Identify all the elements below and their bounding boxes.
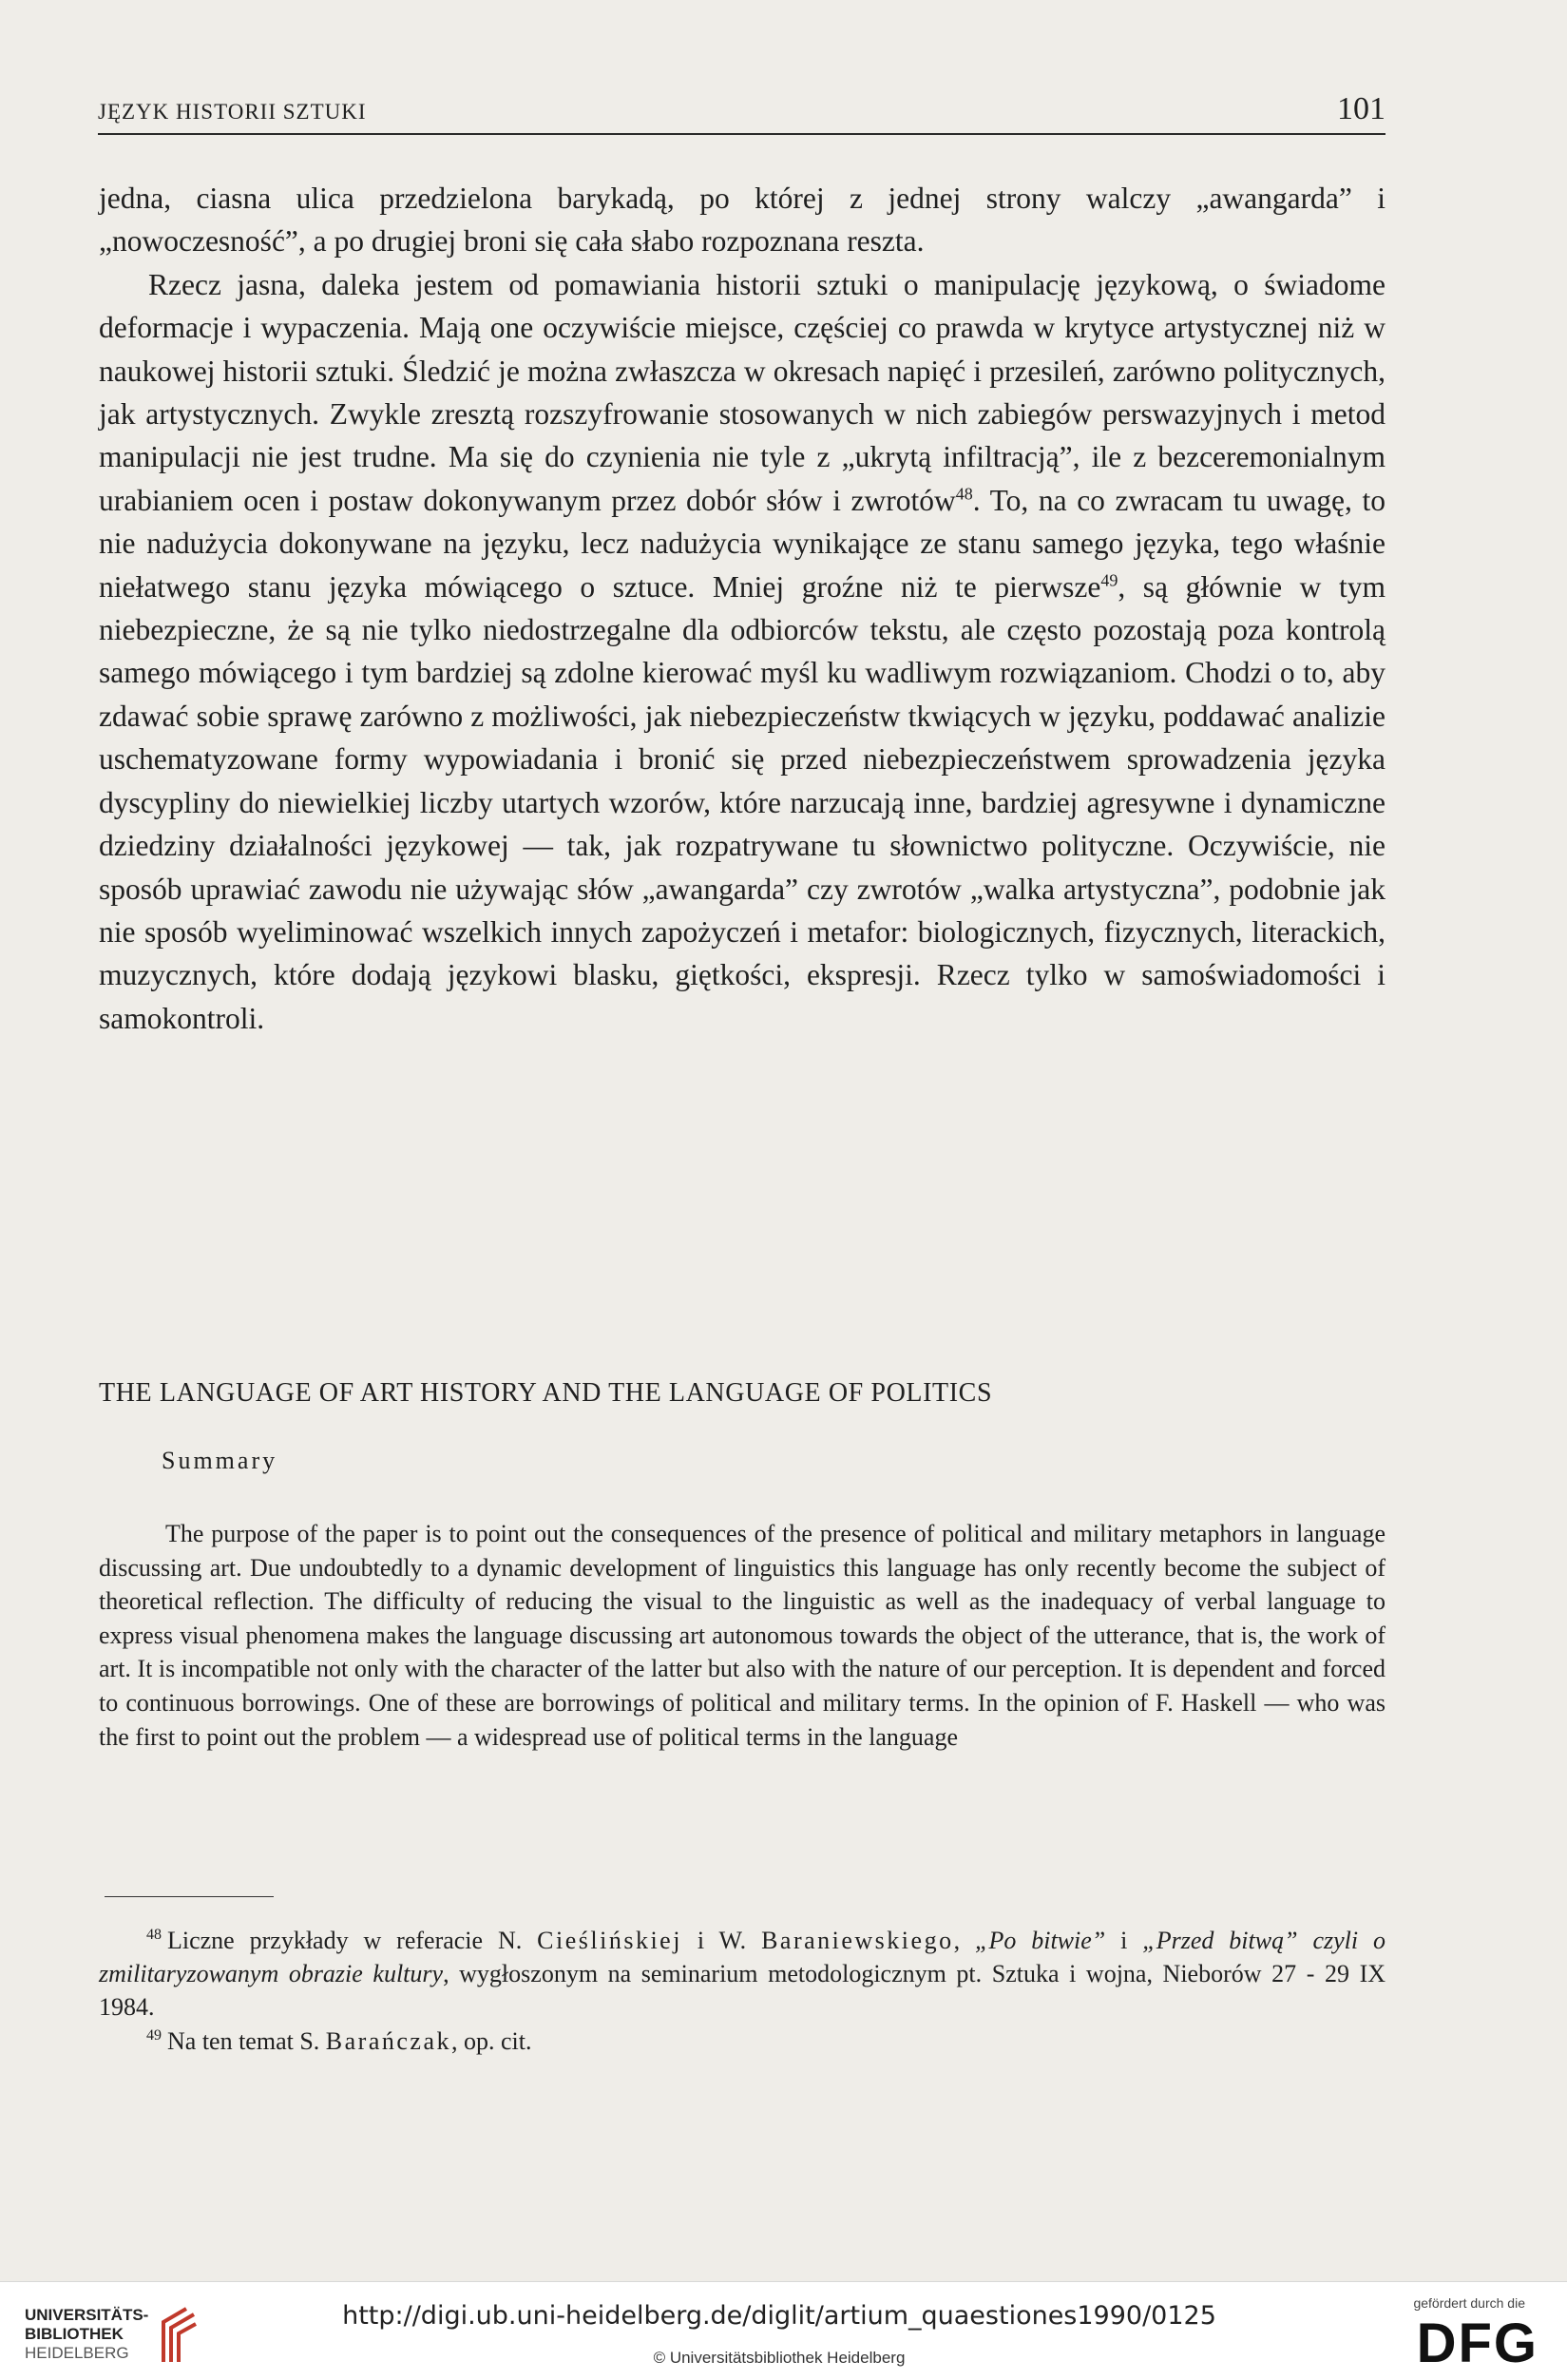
- paragraph-1: jedna, ciasna ulica przedzielona barykadą, po której z jednej strony walczy „awangarda” i „nowoczesność”, a po drugiej broni się cała słabo rozpoznana reszta.: [99, 182, 1385, 259]
- summary-label: Summary: [162, 1447, 278, 1474]
- footnote-49-text-b: , op. cit.: [451, 2026, 532, 2055]
- paragraph-2: [99, 263, 1385, 1040]
- page-number: 101: [1337, 91, 1385, 126]
- footnote-48-title-2: „Przed bitwą” czyli o zmilitaryzowanym obrazie kultury: [99, 1927, 1386, 1988]
- footnote-48-text-e: , wygłoszonym na seminarium metodologicznym pt. Sztuka i wojna, Nieborów 27 - 29 IX 1984.: [99, 1960, 1385, 2022]
- footnote-49-author: Barańczak: [325, 2026, 451, 2055]
- footnote-separator: [105, 1896, 274, 1897]
- footnote-48-title-1: „Po bitwie”: [974, 1927, 1106, 1954]
- library-name-line-2: BIBLIOTHEK: [25, 2325, 124, 2343]
- footnote-48-author-2: Baraniewskiego: [761, 1927, 954, 1954]
- footnotes: [99, 1924, 1385, 2058]
- paragraph-2-part-a: Rzecz jasna, daleka jestem od pomawiania historii sztuki o manipulację językową, o świadome deformacje i wypaczenia. Mają one oczywiście miejsce, częściej co prawda w krytyce artystycznej niż w naukowej historii sztuki. Śledzić je można zwłaszcza w okresach napięć i przesileń, zarówno politycznych, jak artystycznych. Zwykle zresztą rozszyfrowanie stosowanych w nich zabiegów perswazyjnych i metod manipulacji nie jest trudne. Ma się do czynienia nie tyle z „ukrytą infiltracją”, ile z bezceremonialnym urabianiem ocen i postaw dokonywanym przez dobór słów i zwrotów: [99, 267, 1385, 517]
- body-text: [99, 177, 1385, 1040]
- running-head: [98, 91, 1385, 135]
- footnote-48-number: 48: [146, 1927, 162, 1944]
- library-logo[interactable]: [25, 2305, 200, 2364]
- summary-text: The purpose of the paper is to point out the consequences of the presence of political and military metaphors in language discussing art. Due undoubtedly to a dynamic development of linguistics this language has only recently become the subject of theoretical reflection. The difficulty of reducing the visual to the linguistic as well as the inadequacy of verbal language to express visual phenomena makes the language discussing art autonomous towards the object of the utterance, that is, the work of art. It is incompatible not only with the character of the latter but also with the nature of our perception. It is dependent and forced to continuous borrowings. One of these are borrowings of political and military terms. In the opinion of F. Haskell — who was the first to point out the problem — a widespread use of political terms in the language: [99, 1520, 1385, 1751]
- footnote-48-text-b: i W.: [681, 1927, 762, 1954]
- footnote-49-number: 49: [146, 2026, 162, 2044]
- footnote-48-text-d: i: [1105, 1927, 1143, 1954]
- footnote-48-text-a: Liczne przykłady w referacie N.: [167, 1927, 538, 1954]
- permalink-url[interactable]: http://digi.ub.uni-heidelberg.de/diglit/artium_quaestiones1990/0125: [342, 2301, 1216, 2331]
- footnote-49-text-a: Na ten temat S.: [167, 2026, 326, 2055]
- viewer-footer: [0, 2281, 1567, 2380]
- paragraph-2-part-c: , są głównie w tym niebezpieczne, że są nie tylko niedostrzegalne dla odbiorców tekstu, ale często pozostają poza kontrolą samego mówiącego i tym bardziej są zdolne kierować myśl ku wadliwym rozwiązaniom. Chodzi o to, aby zdawać sobie sprawę zarówno z możliwości, jak niebezpieczeństw tkwiących w języku, poddawać analizie uschematyzowane formy wypowiadania i bronić się przed niebezpieczeństwem sprowadzenia języka dyscypliny do niewielkiej liczby utartych wzorów, które narzucają inne, bardziej agresywne i dynamiczne dziedziny działalności językowej — tak, jak rozpatrywane tu słownictwo polityczne. Oczywiście, nie sposób uprawiać zawodu nie używając słów „awangarda” czy zwrotów „walka artystyczna”, podobnie jak nie sposób wyeliminować wszelkich innych zapożyczeń i metafor: biologicznych, fizycznych, literackich, muzycznych, które dodają językowi blasku, giętkości, ekspresji. Rzecz tylko w samoświadomości i samokontroli.: [99, 569, 1385, 1035]
- footnote-49: [99, 2025, 1385, 2058]
- dfg-funding-note: gefördert durch die: [1413, 2295, 1525, 2311]
- copyright-notice: © Universitätsbibliothek Heidelberg: [653, 2349, 906, 2367]
- running-title: JĘZYK HISTORII SZTUKI: [98, 100, 367, 124]
- library-name-line-1: UNIVERSITÄTS-: [25, 2306, 149, 2324]
- footnote-48-text-c: ,: [953, 1927, 975, 1954]
- dfg-logo[interactable]: DFG: [1416, 2313, 1538, 2374]
- footnote-48: [99, 1924, 1385, 2025]
- library-emblem-icon: [158, 2305, 200, 2364]
- summary-heading: THE LANGUAGE OF ART HISTORY AND THE LANGUAGE OF POLITICS: [99, 1378, 993, 1408]
- library-name: [25, 2306, 148, 2363]
- footnote-ref-48: 48: [955, 484, 973, 504]
- footnote-ref-49: 49: [1100, 570, 1118, 590]
- library-name-line-3: HEIDELBERG: [25, 2344, 129, 2362]
- footnote-48-author-1: Cieślińskiej: [537, 1927, 682, 1954]
- paragraph-2-part-b: . To, na co zwracam tu uwagę, to nie nadużycia dokonywane na języku, lecz nadużycia wynikające ze stanu samego języka, tego właśnie niełatwego stanu języka mówiącego o sztuce. Mniej groźne niż te pierwsze: [99, 483, 1385, 604]
